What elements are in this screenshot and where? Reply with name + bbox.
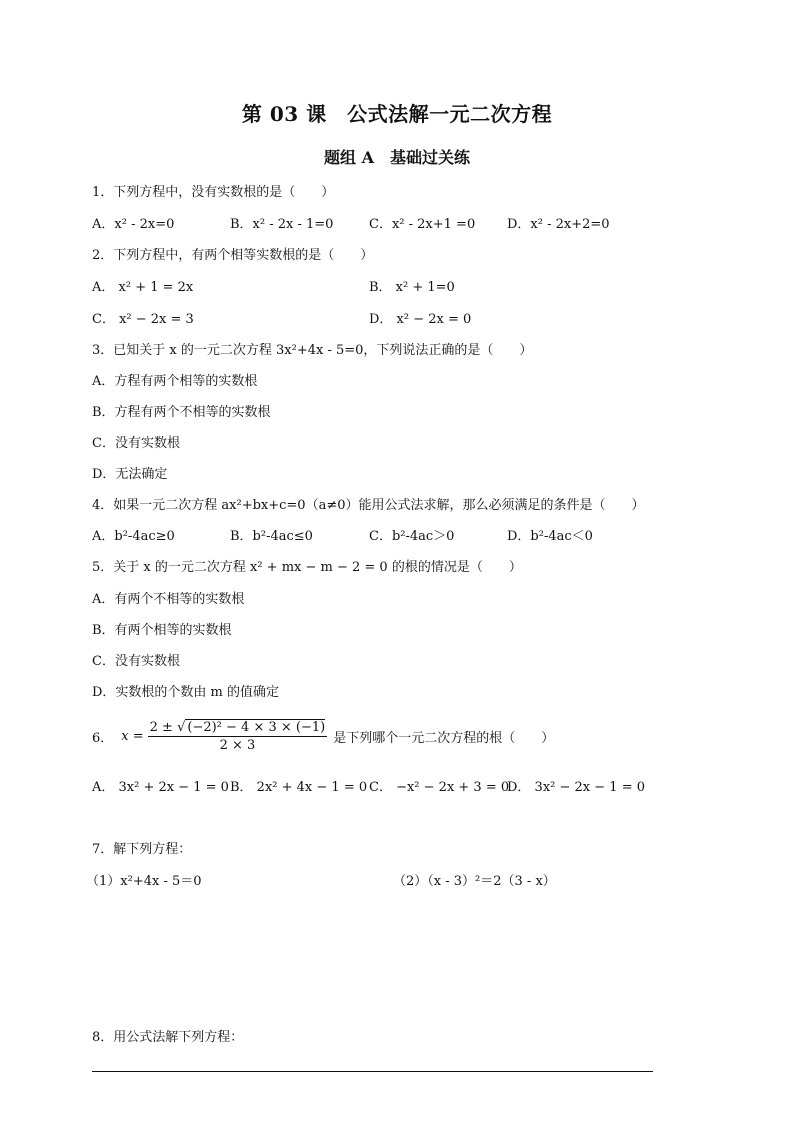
question-5-option-a: A．有两个不相等的实数根 [92, 592, 245, 607]
question-7-stem: 7．解下列方程： [92, 842, 192, 857]
question-5-option-d: D．实数根的个数由 m 的值确定 [92, 685, 280, 700]
formula-numerator [148, 720, 328, 737]
question-4-option-d: D．b²-4ac＜0 [507, 529, 593, 544]
question-6-option-c: C． −x² − 2x + 3 = 0 [369, 780, 510, 795]
question-3-option-c: C．没有实数根 [92, 436, 180, 451]
question-1-option-a: A．x² - 2x=0 [92, 217, 175, 232]
quadratic-formula-fraction [148, 720, 328, 753]
question-2-option-b: B． x² + 1=0 [369, 280, 455, 295]
question-6-option-d: D． 3x² − 2x − 1 = 0 [507, 780, 645, 795]
formula-numerator-prefix: 2 ± [149, 720, 178, 735]
question-5-stem: 5．关于 x 的一元二次方程 x² + mx − m − 2 = 0 的根的情况是（ ） [92, 560, 522, 575]
question-7-part-1: （1）x²+4x - 5＝0 [86, 874, 202, 889]
question-3-option-a: A．方程有两个相等的实数根 [92, 374, 258, 389]
question-2-option-c: C． x² − 2x = 3 [92, 312, 194, 327]
question-7-part-2: （2）（x - 3）²＝2（3 - x） [393, 874, 556, 889]
page-title: 第 03 课 公式法解一元二次方程 [241, 102, 553, 126]
question-4-stem: 4．如果一元二次方程 ax²+bx+c=0（a≠0）能用公式法求解，那么必须满足的条件是（ ） [92, 498, 645, 513]
question-6-option-b: B． 2x² + 4x − 1 = 0 [230, 780, 368, 795]
question-1-stem: 1．下列方程中，没有实数根的是（ ） [92, 185, 335, 200]
question-5-option-c: C．没有实数根 [92, 654, 180, 669]
question-8-stem: 8．用公式法解下列方程： [92, 1030, 244, 1045]
question-2-stem: 2．下列方程中，有两个相等实数根的是（ ） [92, 248, 374, 263]
question-6-number: 6． [92, 731, 114, 746]
formula-denominator: 2 × 3 [219, 738, 256, 753]
formula-discriminant: (−2)² − 4 × 3 × (−1) [187, 720, 326, 735]
question-3-stem: 3．已知关于 x 的一元二次方程 3x²+4x - 5=0，下列说法正确的是（ ） [92, 343, 533, 358]
question-1-option-d: D．x² - 2x+2=0 [507, 217, 610, 232]
sqrt-icon: √ [177, 720, 186, 735]
question-2-option-a: A． x² + 1 = 2x [92, 280, 194, 295]
section-subtitle: 题组 A 基础过关练 [324, 148, 470, 167]
question-1-option-b: B．x² - 2x - 1=0 [230, 217, 334, 232]
question-6-stem [92, 720, 554, 753]
question-2-option-d: D． x² − 2x = 0 [369, 312, 472, 327]
question-6-tail: 是下列哪个一元二次方程的根（ ） [333, 731, 555, 746]
question-4-option-b: B．b²-4ac≤0 [230, 529, 313, 544]
question-5-option-b: B．有两个相等的实数根 [92, 623, 232, 638]
question-3-option-b: B．方程有两个不相等的实数根 [92, 405, 271, 420]
footer-divider [92, 1071, 653, 1072]
question-3-option-d: D．无法确定 [92, 467, 168, 482]
question-4-option-a: A．b²-4ac≥0 [92, 529, 175, 544]
question-6-option-a: A． 3x² + 2x − 1 = 0 [92, 780, 229, 795]
question-1-option-c: C．x² - 2x+1 =0 [369, 217, 476, 232]
question-4-option-c: C．b²-4ac＞0 [369, 529, 455, 544]
question-6-lhs: x = [121, 729, 144, 744]
